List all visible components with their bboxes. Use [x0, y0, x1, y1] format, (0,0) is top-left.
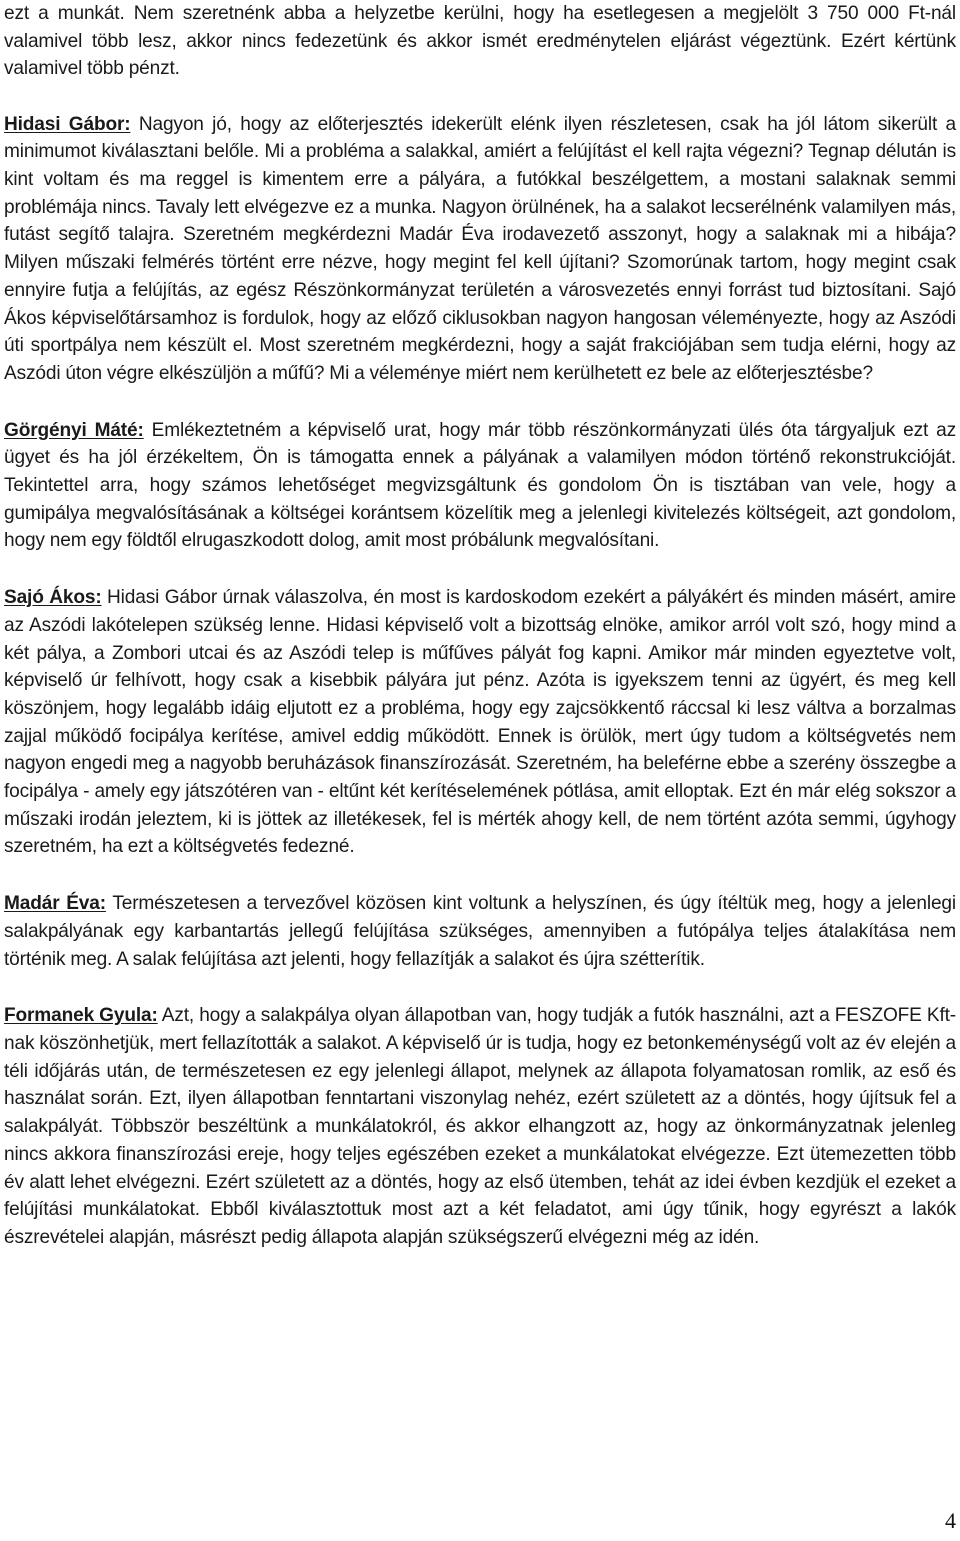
paragraph-formanek-gyula — [4, 1002, 956, 1251]
paragraph-text: Hidasi Gábor úrnak válaszolva, én most is kardoskodom ezekért a pályákért és minden másért, amire az Aszódi lakótelepen szükség lenne. Hidasi képviselő volt a bizottság elnöke, amikor arról volt szó, hogy mind a két pálya, a Zombori utcai és az Aszódi telep is műfűves pályát fog kapni. Amikor már minden egyeztetve volt, képviselő úr felhívott, hogy csak a kisebbik pályára jut pénz. Azóta is igyekszem tenni az ügyért, és meg kell köszönjem, hogy legalább idáig eljutott ez a probléma, hogy egy zajcsökkentő ráccsal ki lesz váltva a borzalmas zajjal működő focipálya kerítése, amivel eddig működött. Ennek is örülök, mert úgy tudom a költségvetés nem nagyon engedi meg a nagyobb beruházások finanszírozását. Szeretném, ha beleférne ebbe a szerény összegbe a focipálya - amely egy játszótéren van - eltűnt két kerítéselemének pótlása, amit elloptak. Ezt én már elég sokszor a műszaki irodán jeleztem, ki is jöttek az illetékesek, fel is mérték ahogy kell, de nem történt azóta semmi, úgyhogy szeretném, ha ezt a költségvetés fedezné. — [4, 587, 956, 858]
paragraph-text: Természetesen a tervezővel közösen kint voltunk a helyszínen, és úgy ítéltük meg, hogy a jelenlegi salakpályának egy karbantartás jellegű felújítása szükséges, amennyiben a futópálya teljes átalakítása nem történik meg. A salak felújítása azt jelenti, hogy fellazítják a salakot és újra szétterítik. — [4, 893, 956, 970]
paragraph-text: ezt a munkát. Nem szeretnénk abba a helyzetbe kerülni, hogy ha esetlegesen a megjelölt 3 750 000 Ft-nál valamivel több lesz, akkor nincs fedezetünk és akkor ismét eredménytelen eljárást végeztünk. Ezért kértünk valamivel több pénzt. — [4, 3, 956, 80]
page-number: 4 — [945, 1508, 956, 1533]
paragraph-text: Azt, hogy a salakpálya olyan állapotban van, hogy tudják a futók használni, azt a FESZOFE Kft-nak köszönhetjük, mert fellazították a salakot. A képviselő úr is tudja, hogy ez betonkeménységű volt az év elején a téli időjárás után, de természetesen ez egy jelenlegi állapot, melynek az állapota folyamatosan romlik, az eső és használat során. Ezt, ilyen állapotban fenntartani viszonylag nehéz, ezért született az a döntés, hogy újítsuk fel a salakpályát. Többször beszéltünk a munkálatokról, és akkor elhangzott az, hogy az önkormányzatnak jelenleg nincs akkora finanszírozási ereje, hogy teljes egészében ezeket a munkálatokat elvégezze. Ezt ütemezetten több év alatt lehet elvégezni. Ezért született az a döntés, hogy az első ütemben, tehát az idei évben kezdjük el ezeket a felújítási munkálatokat. Ebből kiválasztottuk most azt a két feladatot, ami úgy tűnik, hogy egyrészt a lakók észrevételei alapján, másrészt pedig állapota alapján szükségszerű elvégezni még az idén. — [4, 1005, 956, 1248]
document-page — [4, 0, 956, 1252]
paragraph-hidasi-gabor — [4, 111, 956, 388]
speaker-name: Görgényi Máté: — [4, 419, 144, 441]
paragraph-gorgenyi-mate — [4, 417, 956, 556]
speaker-name: Formanek Gyula: — [4, 1005, 158, 1027]
speaker-name: Hidasi Gábor: — [4, 113, 131, 135]
paragraph-madar-eva — [4, 890, 956, 973]
paragraph-text: Nagyon jó, hogy az előterjesztés idekerült elénk ilyen részletesen, csak ha jól látom sikerült a minimumot kiválasztani belőle. Mi a probléma a salakkal, amiért a felújítást el kell rajta végezni? Tegnap délután is kint voltam és ma reggel is kimentem erre a pályára, a futókkal beszélgettem, a mostani salaknak semmi problémája nincs. Tavaly lett elvégezve ez a munka. Nagyon örülnének, ha a salakot lecserélnénk valamilyen más, futást segítő talajra. Szeretném megkérdezni Madár Éva irodavezető asszonyt, hogy a salaknak mi a hibája? Milyen műszaki felmérés történt erre nézve, hogy megint fel kell újítani? Szomorúnak tartom, hogy megint csak ennyire futja a felújítás, az egész Részönkormányzat területén a városvezetés ennyi forrást tud biztosítani. Sajó Ákos képviselőtársamhoz is fordulok, hogy az előző ciklusokban nagyon hangosan véleményezte, hogy az Aszódi úti sportpálya nem készült el. Most szeretném megkérdezni, hogy a saját frakciójában sem tudja elérni, hogy az Aszódi úton végre elkészüljön a műfű? Mi a véleménye miért nem kerülhetett ez bele az előterjesztésbe? — [4, 113, 956, 384]
paragraph-text: Emlékeztetném a képviselő urat, hogy már több részönkormányzati ülés óta tárgyaljuk ezt az ügyet és ha jól érzékeltem, Ön is támogatta ennek a pályának a valamilyen módon történő rekonstrukcióját. Tekintettel arra, hogy számos lehetőséget megvizsgáltunk és gondolom Ön is tisztában van vele, hogy a gumipálya megvalósításának a költségei korántsem közelítik meg a jelenlegi kivitelezés költségeit, azt gondolom, hogy nem egy földtől elrugaszkodott dolog, amit most próbálunk megvalósítani. — [4, 419, 956, 552]
paragraph-continuation — [4, 0, 956, 83]
speaker-name: Madár Éva: — [4, 893, 106, 915]
paragraph-sajo-akos — [4, 584, 956, 861]
speaker-name: Sajó Ákos: — [4, 587, 102, 609]
